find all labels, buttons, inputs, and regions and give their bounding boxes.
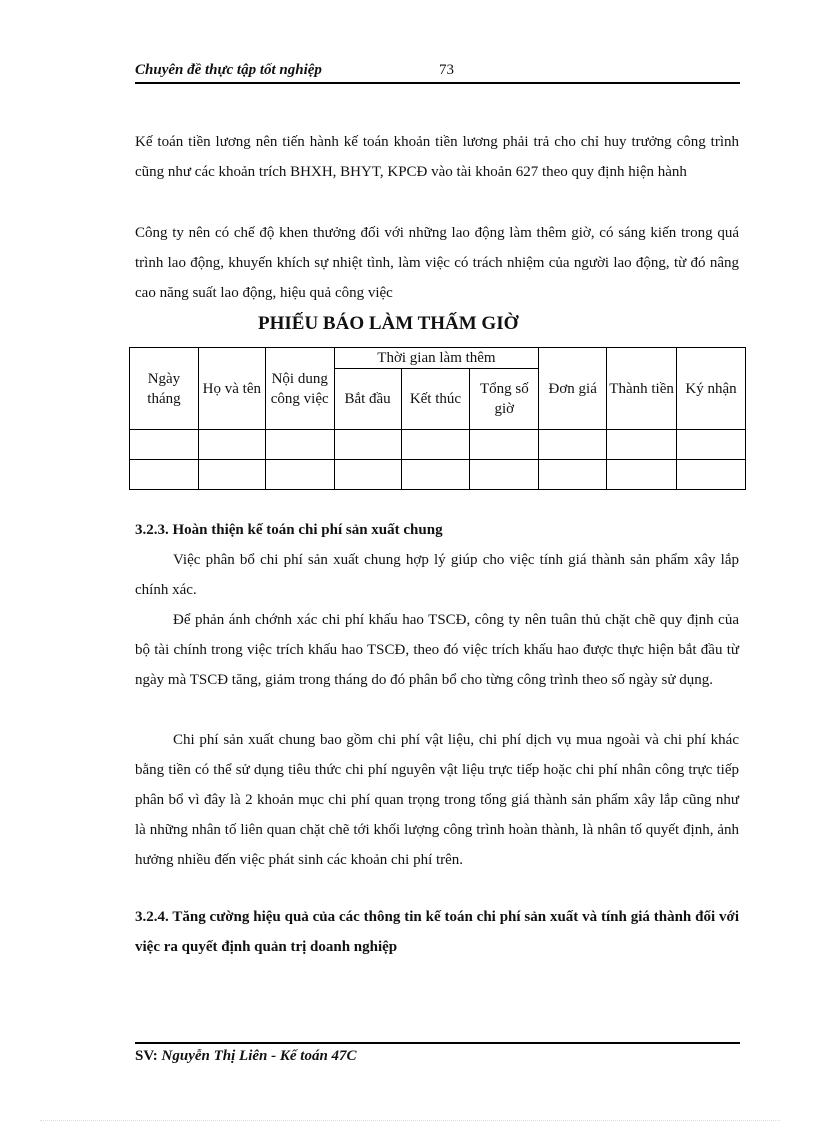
section-3-2-3-paragraph-2: Để phản ánh chớnh xác chi phí khấu hao TSCĐ, công ty nên tuân thủ chặt chẽ quy định của bộ tài chính trong việc trích khấu hao TSCĐ, theo đó việc trích khấu hao được thực hiện bắt đầu từ ngày mà TSCĐ tăng, giảm trong tháng do đó phân bổ cho từng công trình theo số ngày sử dụng. bbox=[135, 612, 739, 688]
col-date: Ngày tháng bbox=[130, 348, 199, 430]
section-3-2-3-heading: 3.2.3. Hoàn thiện kế toán chi phí sản xuất chung bbox=[135, 522, 443, 538]
table-row bbox=[130, 460, 746, 490]
table-header-row bbox=[130, 348, 746, 369]
section-3-2-4-heading: 3.2.4. Tăng cường hiệu quả của các thông tin kế toán chi phí sản xuất và tính giá thành đối với việc ra quyết định quản trị doanh nghiệp bbox=[135, 909, 739, 955]
col-start: Bắt đầu bbox=[334, 369, 401, 430]
intro-paragraph-2: Công ty nên có chế độ khen thưởng đối với những lao động làm thêm giờ, có sáng kiến trong quá trình lao động, khuyến khích sự nhiệt tình, làm việc có trách nhiệm của người lao động, từ đó nâng cao năng suất lao động, hiệu quả công việc bbox=[135, 225, 739, 301]
col-overtime-group: Thời gian làm thêm bbox=[334, 348, 539, 369]
section-3-2-3-paragraph-1: Việc phân bổ chi phí sản xuất chung hợp lý giúp cho việc tính giá thành sản phẩm xây lắp chính xác. bbox=[135, 552, 739, 598]
col-name: Họ và tên bbox=[198, 348, 265, 430]
col-signature: Ký nhận bbox=[677, 348, 746, 430]
footer-text bbox=[135, 1048, 357, 1065]
table-row bbox=[130, 430, 746, 460]
col-amount: Thành tiền bbox=[607, 348, 677, 430]
col-content: Nội dung công việc bbox=[265, 348, 334, 430]
col-unit-price: Đơn giá bbox=[539, 348, 607, 430]
overtime-form-table bbox=[129, 347, 746, 490]
section-3-2-3-paragraph-3: Chi phí sản xuất chung bao gồm chi phí vật liệu, chi phí dịch vụ mua ngoài và chi phí khác bằng tiền có thể sử dụng tiêu thức chi phí nguyên vật liệu trực tiếp hoặc chi phí nhân công trực tiếp phân bổ vì đây là 2 khoản mục chi phí quan trọng trong tổng giá thành sản phẩm xây lắp cũng như là những nhân tố liên quan chặt chẽ tới khối lượng công trình hoàn thành, là nhân tố quyết định, ảnh hưởng nhiều đến việc phát sinh các khoản chi phí trên. bbox=[135, 732, 739, 868]
col-total-hours: Tổng số giờ bbox=[470, 369, 539, 430]
intro-paragraph-1: Kế toán tiền lương nên tiến hành kế toán khoản tiền lương phải trả cho chỉ huy trưởng công trình cũng như các khoản trích BHXH, BHYT, KPCĐ vào tài khoản 627 theo quy định hiện hành bbox=[135, 134, 739, 180]
col-end: Kết thúc bbox=[401, 369, 470, 430]
page-footer bbox=[135, 1042, 740, 1064]
form-title: PHIẾU BÁO LÀM THẤM GIỜ bbox=[258, 313, 519, 334]
page-number: 73 bbox=[439, 62, 454, 78]
footer-prefix: SV: bbox=[135, 1048, 162, 1064]
bottom-dotted-rule bbox=[40, 1120, 780, 1121]
page-header bbox=[135, 60, 740, 84]
footer-author: Nguyễn Thị Liên - Kế toán 47C bbox=[161, 1048, 357, 1064]
header-title: Chuyên đề thực tập tốt nghiệp bbox=[135, 62, 322, 78]
